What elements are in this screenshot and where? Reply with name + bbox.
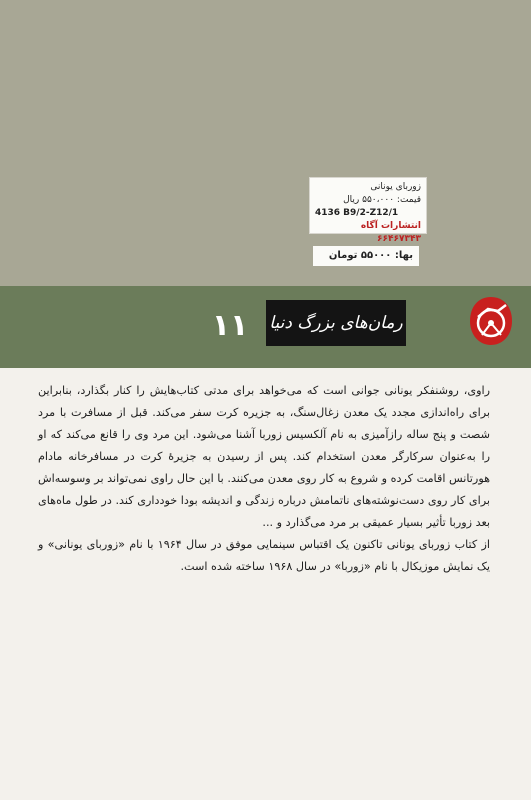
series-title: رمان‌های بزرگ دنیا — [269, 313, 403, 333]
sticker-title: زوربای یونانی — [370, 182, 421, 192]
sticker-code: 4136 B9/2-Z12/1 — [315, 208, 399, 218]
price-label: بها: ۵۵۰۰۰ تومان — [313, 246, 419, 266]
description — [38, 380, 490, 578]
series-number: ۱۱ — [211, 308, 249, 343]
top-panel — [0, 0, 531, 286]
description-paragraph: راوی، روشنفکر یونانی جوانی است که می‌خواهد برای مدتی کتاب‌هایش را کنار بگذارد، بنابراین برای راه‌اندازی مجدد یک معدن زغال‌سنگ، به جزیره کرت سفر می‌کند. قبل از مسافرت با مرد شصت و پنج ساله رازآمیزی به نام آلکسیس زوربا آشنا می‌شود. این مرد وی را قانع می‌کند که او را به‌عنوان سرکارگر معدن استخدام کند. پس از رسیدن به جزیرهٔ کرت در مسافرخانه مادام هورتانس اقامت کرده و شروع به کار روی معدن می‌کنند. با این حال راوی نمی‌تواند بر وسوسه‌اش برای کار روی دست‌نوشته‌های ناتمامش درباره زندگی و اندیشه بودا خودداری کند. در طول ماه‌های بعد زوربا تأثیر بسیار عمیقی بر مرد می‌گذارد و ... — [38, 384, 490, 529]
sticker-price: قیمت: ۵۵۰،۰۰۰ ریال — [343, 195, 421, 205]
price-sticker — [309, 177, 427, 244]
sticker-publisher: انتشارات آگاه ۶۶۴۶۷۳۴۳ — [360, 221, 421, 244]
description-paragraph: از کتاب زوربای یونانی تاکنون یک اقتباس سینمایی موفق در سال ۱۹۶۴ با نام «زوربای یونانی» و یک نمایش موزیکال با نام «زوربا» در سال ۱۹۶۸ ساخته شده است. — [38, 538, 490, 573]
horse-cart-logo-icon — [468, 295, 514, 347]
